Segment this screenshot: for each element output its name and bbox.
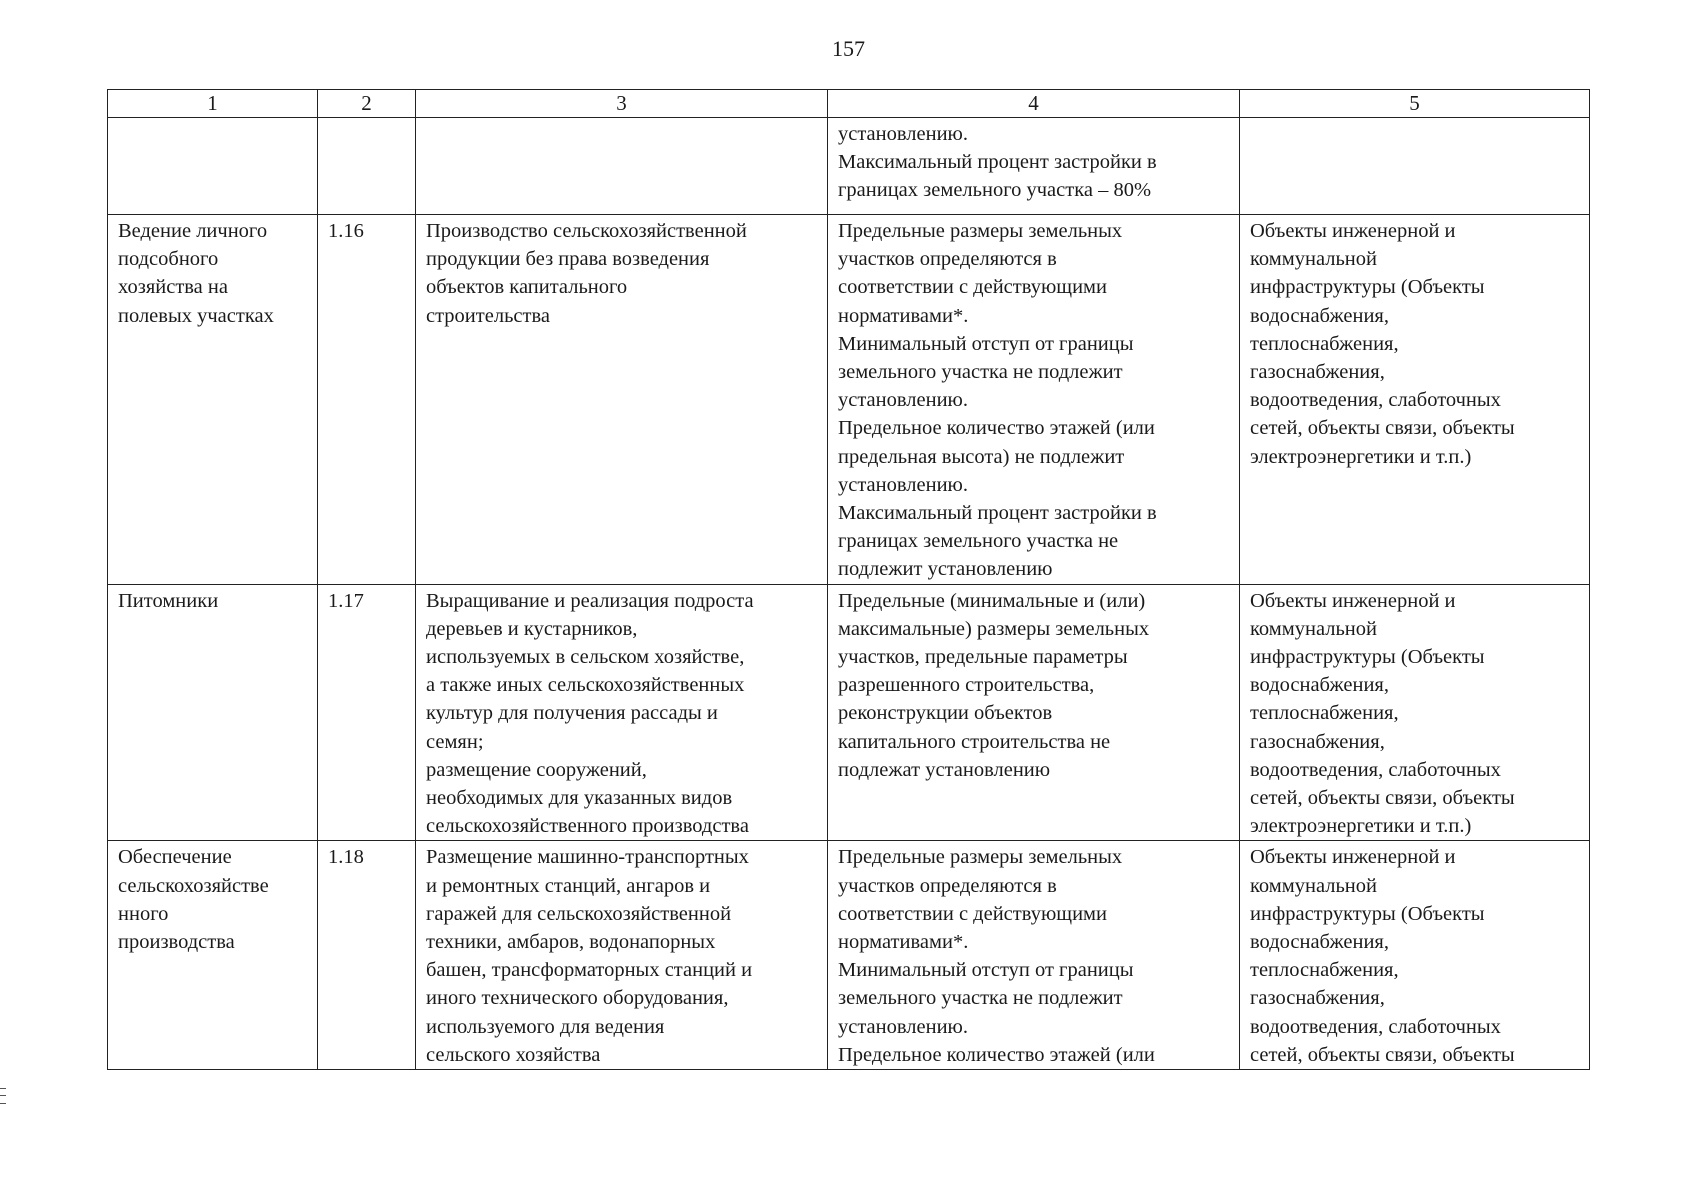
cell-parameters (828, 118, 1240, 215)
cell-text-line: коммунальной (1250, 248, 1377, 271)
header-row (108, 90, 1590, 118)
cell-text-line: земельного участка не подлежит (838, 987, 1123, 1010)
cell-code (318, 841, 416, 1070)
cell-text-line: разрешенного строительства, (838, 674, 1095, 697)
cell-text-line: подлежат установлению (838, 758, 1051, 781)
cell-text-line: Предельные размеры земельных (838, 846, 1123, 869)
table-row (108, 584, 1590, 841)
cell-parameters (828, 841, 1240, 1070)
cell-text-line: максимальные) размеры земельных (838, 617, 1150, 640)
cell-text-line: сетей, объекты связи, объекты (1250, 787, 1515, 810)
cell-text-line: Объекты инженерной и (1250, 220, 1456, 242)
cell-text-line: реконструкции объектов (838, 702, 1053, 725)
cell-text-line: семян; (426, 730, 484, 753)
cell-text-line: инфраструктуры (Объекты (1250, 276, 1485, 299)
header-cell-5: 5 (1240, 90, 1590, 118)
cell-text-line: границах земельного участка не (838, 530, 1119, 553)
cell-text-line: электроэнергетики и т.п.) (1250, 445, 1472, 468)
cell-text-line: предельная высота) не подлежит (838, 445, 1125, 468)
cell-text-line: Ведение личного (118, 220, 268, 242)
cell-text-line: Производство сельскохозяйственной (426, 220, 747, 242)
page-number: 157 (832, 36, 865, 61)
header-cell-3: 3 (416, 90, 828, 118)
cell-text-line: электроэнергетики и т.п.) (1250, 815, 1472, 838)
cell-text-line: водоотведения, слаботочных (1250, 1015, 1501, 1038)
cell-text-line: 1.16 (328, 220, 364, 242)
cell-text-line: а также иных сельскохозяйственных (426, 674, 745, 697)
cell-text-line: деревьев и кустарников, (426, 617, 638, 640)
header-cell-2: 2 (318, 90, 416, 118)
cell-text-line: Обеспечение (118, 846, 232, 869)
cell-text-line: Максимальный процент застройки в (838, 151, 1157, 174)
cell-text-line: теплоснабжения, (1250, 959, 1399, 982)
cell-code (318, 584, 416, 841)
table-row (108, 215, 1590, 585)
cell-text-line: нормативами*. (838, 304, 969, 327)
cell-text-line: участков определяются в (838, 248, 1057, 271)
cell-text-line: подсобного (118, 248, 219, 271)
cell-use-type (108, 841, 318, 1070)
cell-parameters (828, 215, 1240, 585)
cell-text-line: Минимальный отступ от границы (838, 332, 1134, 355)
cell-text-line: соответствии с действующими (838, 902, 1107, 925)
cell-text-line: теплоснабжения, (1250, 702, 1399, 725)
cell-text-line: используемого для ведения (426, 1015, 665, 1038)
cell-text-line: земельного участка не подлежит (838, 361, 1123, 384)
cell-text-line: 1.17 (328, 589, 364, 612)
header-cell-4: 4 (828, 90, 1240, 118)
cell-text-line: объектов капитального (426, 276, 628, 299)
cell-text-line: Предельные размеры земельных (838, 220, 1123, 242)
cell-text-line: хозяйства на (118, 276, 228, 299)
cell-text-line: башен, трансформаторных станций и (426, 959, 753, 982)
cell-text-line: необходимых для указанных видов (426, 787, 733, 810)
cell-text-line: техники, амбаров, водонапорных (426, 931, 716, 954)
cell-auxiliary-objects (1240, 215, 1590, 585)
cell-text-line: 1.18 (328, 846, 364, 869)
cell-text-line: Предельные (минимальные и (или) (838, 589, 1146, 612)
cell-auxiliary-objects (1240, 118, 1590, 215)
table-row (108, 118, 1590, 215)
cell-text-line: Питомники (118, 589, 219, 612)
cell-text-line: продукции без права возведения (426, 248, 710, 271)
cell-text-line: водоотведения, слаботочных (1250, 389, 1501, 412)
cell-text-line: производства (118, 931, 235, 954)
cell-text-line: сельскохозяйственного производства (426, 815, 749, 838)
cell-description (416, 118, 828, 215)
cell-text-line: установлению. (838, 123, 968, 145)
cell-text-line: нормативами*. (838, 931, 969, 954)
cell-auxiliary-objects (1240, 584, 1590, 841)
cell-text-line: водоотведения, слаботочных (1250, 758, 1501, 781)
cell-text-line: капитального строительства не (838, 730, 1111, 753)
table-row (108, 841, 1590, 1070)
cell-text-line: водоснабжения, (1250, 674, 1389, 697)
cell-text-line: водоснабжения, (1250, 931, 1389, 954)
scan-edge-marks (0, 1088, 6, 1104)
cell-text-line: коммунальной (1250, 874, 1377, 897)
cell-text-line: газоснабжения, (1250, 730, 1385, 753)
cell-text-line: подлежит установлению (838, 558, 1053, 581)
cell-code (318, 118, 416, 215)
cell-text-line: полевых участках (118, 304, 274, 327)
cell-text-line: участков, предельные параметры (838, 646, 1128, 669)
cell-text-line: используемых в сельском хозяйстве, (426, 646, 745, 669)
cell-auxiliary-objects (1240, 841, 1590, 1070)
cell-text-line: установлению. (838, 473, 968, 496)
cell-text-line: размещение сооружений, (426, 758, 647, 781)
cell-text-line: границах земельного участка – 80% (838, 179, 1152, 202)
zoning-regulations-table (107, 89, 1590, 1070)
cell-text-line: участков определяются в (838, 874, 1057, 897)
cell-text-line: нного (118, 902, 169, 925)
cell-text-line: теплоснабжения, (1250, 332, 1399, 355)
cell-text-line: Предельное количество этажей (или (838, 1043, 1155, 1066)
cell-text-line: сельского хозяйства (426, 1043, 601, 1066)
cell-description (416, 841, 828, 1070)
cell-text-line: соответствии с действующими (838, 276, 1107, 299)
cell-text-line: и ремонтных станций, ангаров и (426, 874, 711, 897)
cell-text-line: коммунальной (1250, 617, 1377, 640)
cell-text-line: Предельное количество этажей (или (838, 417, 1155, 440)
cell-text-line: культур для получения рассады и (426, 702, 718, 725)
cell-text-line: сетей, объекты связи, объекты (1250, 1043, 1515, 1066)
cell-text-line: Выращивание и реализация подроста (426, 589, 754, 612)
cell-text-line: Размещение машинно-транспортных (426, 846, 749, 869)
cell-description (416, 584, 828, 841)
cell-text-line: газоснабжения, (1250, 987, 1385, 1010)
cell-text-line: Минимальный отступ от границы (838, 959, 1134, 982)
cell-text-line: Максимальный процент застройки в (838, 502, 1157, 525)
cell-text-line: гаражей для сельскохозяйственной (426, 902, 732, 925)
cell-code (318, 215, 416, 585)
cell-text-line: инфраструктуры (Объекты (1250, 646, 1485, 669)
cell-use-type (108, 584, 318, 841)
cell-text-line: газоснабжения, (1250, 361, 1385, 384)
header-cell-1: 1 (108, 90, 318, 118)
cell-text-line: Объекты инженерной и (1250, 846, 1456, 869)
cell-text-line: инфраструктуры (Объекты (1250, 902, 1485, 925)
cell-text-line: сетей, объекты связи, объекты (1250, 417, 1515, 440)
cell-parameters (828, 584, 1240, 841)
cell-use-type (108, 118, 318, 215)
cell-text-line: Объекты инженерной и (1250, 589, 1456, 612)
cell-description (416, 215, 828, 585)
cell-text-line: строительства (426, 304, 550, 327)
cell-text-line: иного технического оборудования, (426, 987, 729, 1010)
cell-text-line: установлению. (838, 389, 968, 412)
cell-text-line: установлению. (838, 1015, 968, 1038)
cell-text-line: водоснабжения, (1250, 304, 1389, 327)
cell-use-type (108, 215, 318, 585)
cell-text-line: сельскохозяйстве (118, 874, 269, 897)
table-body (108, 118, 1590, 1070)
